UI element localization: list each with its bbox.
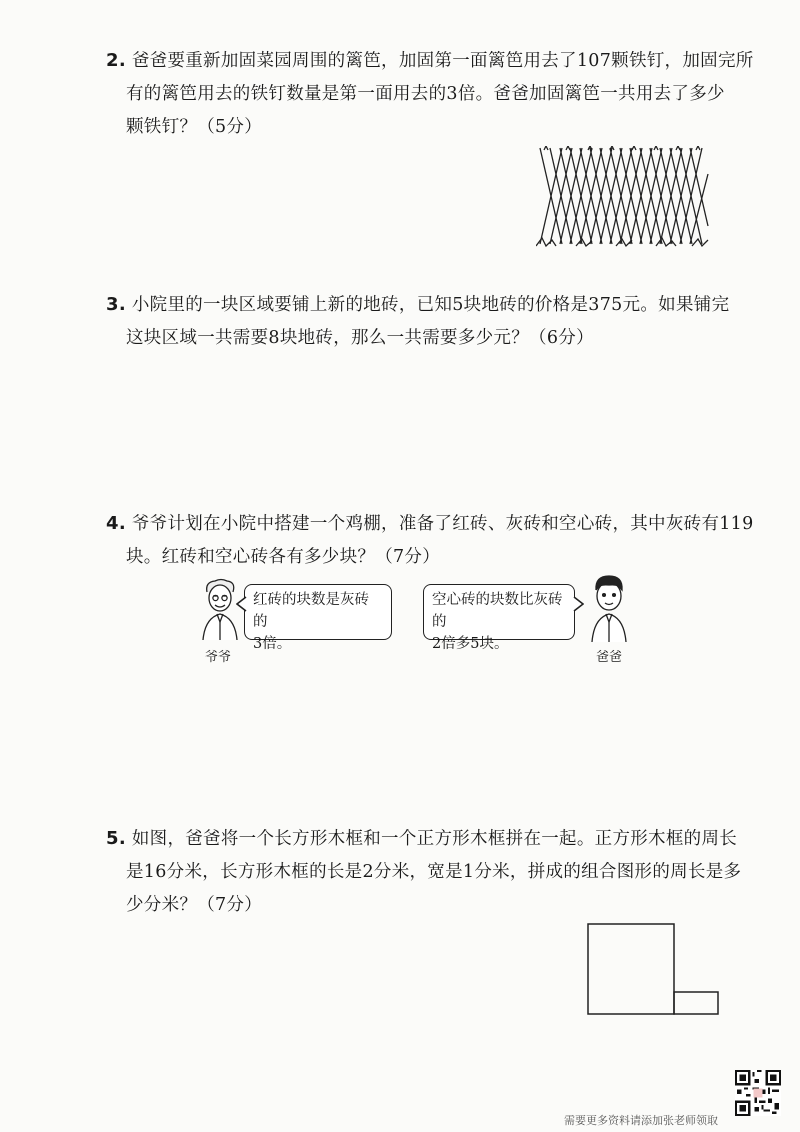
grandpa-label: 爷爷 — [205, 650, 232, 665]
dad-bubble-tail — [572, 596, 584, 612]
dad-bubble-line-1: 空心砖的块数比灰砖的 — [432, 592, 563, 630]
question-5-line-3: 少分米？（7分） — [126, 895, 263, 915]
rectangle-frame — [674, 992, 718, 1014]
dad-illustration — [586, 572, 632, 644]
question-3-line-1: 3. 小院里的一块区域要铺上新的地砖，已知5块地砖的价格是375元。如果铺完 — [106, 294, 730, 315]
question-3-line-2: 这块区域一共需要8块地砖，那么一共需要多少元？（6分） — [126, 328, 594, 348]
question-4-line-1: 4. 爷爷计划在小院中搭建一个鸡棚，准备了红砖、灰砖和空心砖，其中灰砖有119 — [106, 513, 754, 534]
dad-speech-bubble — [423, 584, 575, 652]
grandpa-bubble-tail — [236, 596, 248, 612]
dad-label: 爸爸 — [596, 650, 623, 665]
grandpa-bubble-line-1: 红砖的块数是灰砖的 — [253, 592, 369, 630]
qr-code — [735, 1070, 781, 1116]
square-rectangle-figure — [586, 922, 722, 1018]
question-2-line-1: 2. 爸爸要重新加固菜园周围的篱笆，加固第一面篱笆用去了107颗铁钉，加固完所 — [106, 50, 754, 71]
question-4-line-2: 块。红砖和空心砖各有多少块？（7分） — [126, 547, 441, 567]
dad-bubble-line-2: 2倍多5块。 — [432, 636, 509, 652]
question-number: 4. — [106, 513, 126, 534]
question-number: 3. — [106, 294, 126, 315]
fence-illustration — [536, 146, 712, 250]
question-5-line-2: 是16分米，长方形木框的长是2分米，宽是1分米，拼成的组合图形的周长是多 — [126, 862, 742, 882]
grandpa-bubble-line-2: 3倍。 — [253, 636, 292, 652]
question-number: 5. — [106, 828, 126, 849]
question-2-line-2: 有的篱笆用去的铁钉数量是第一面用去的3倍。爸爸加固篱笆一共用去了多少 — [126, 84, 725, 104]
grandpa-speech-bubble — [244, 584, 392, 652]
question-number: 2. — [106, 50, 126, 71]
question-2-line-3: 颗铁钉？（5分） — [126, 117, 263, 137]
question-5-line-1: 5. 如图，爸爸将一个长方形木框和一个正方形木框拼在一起。正方形木框的周长 — [106, 828, 738, 849]
footer-note: 需要更多资料请添加张老师领取 — [564, 1114, 718, 1127]
square-frame — [588, 924, 674, 1014]
